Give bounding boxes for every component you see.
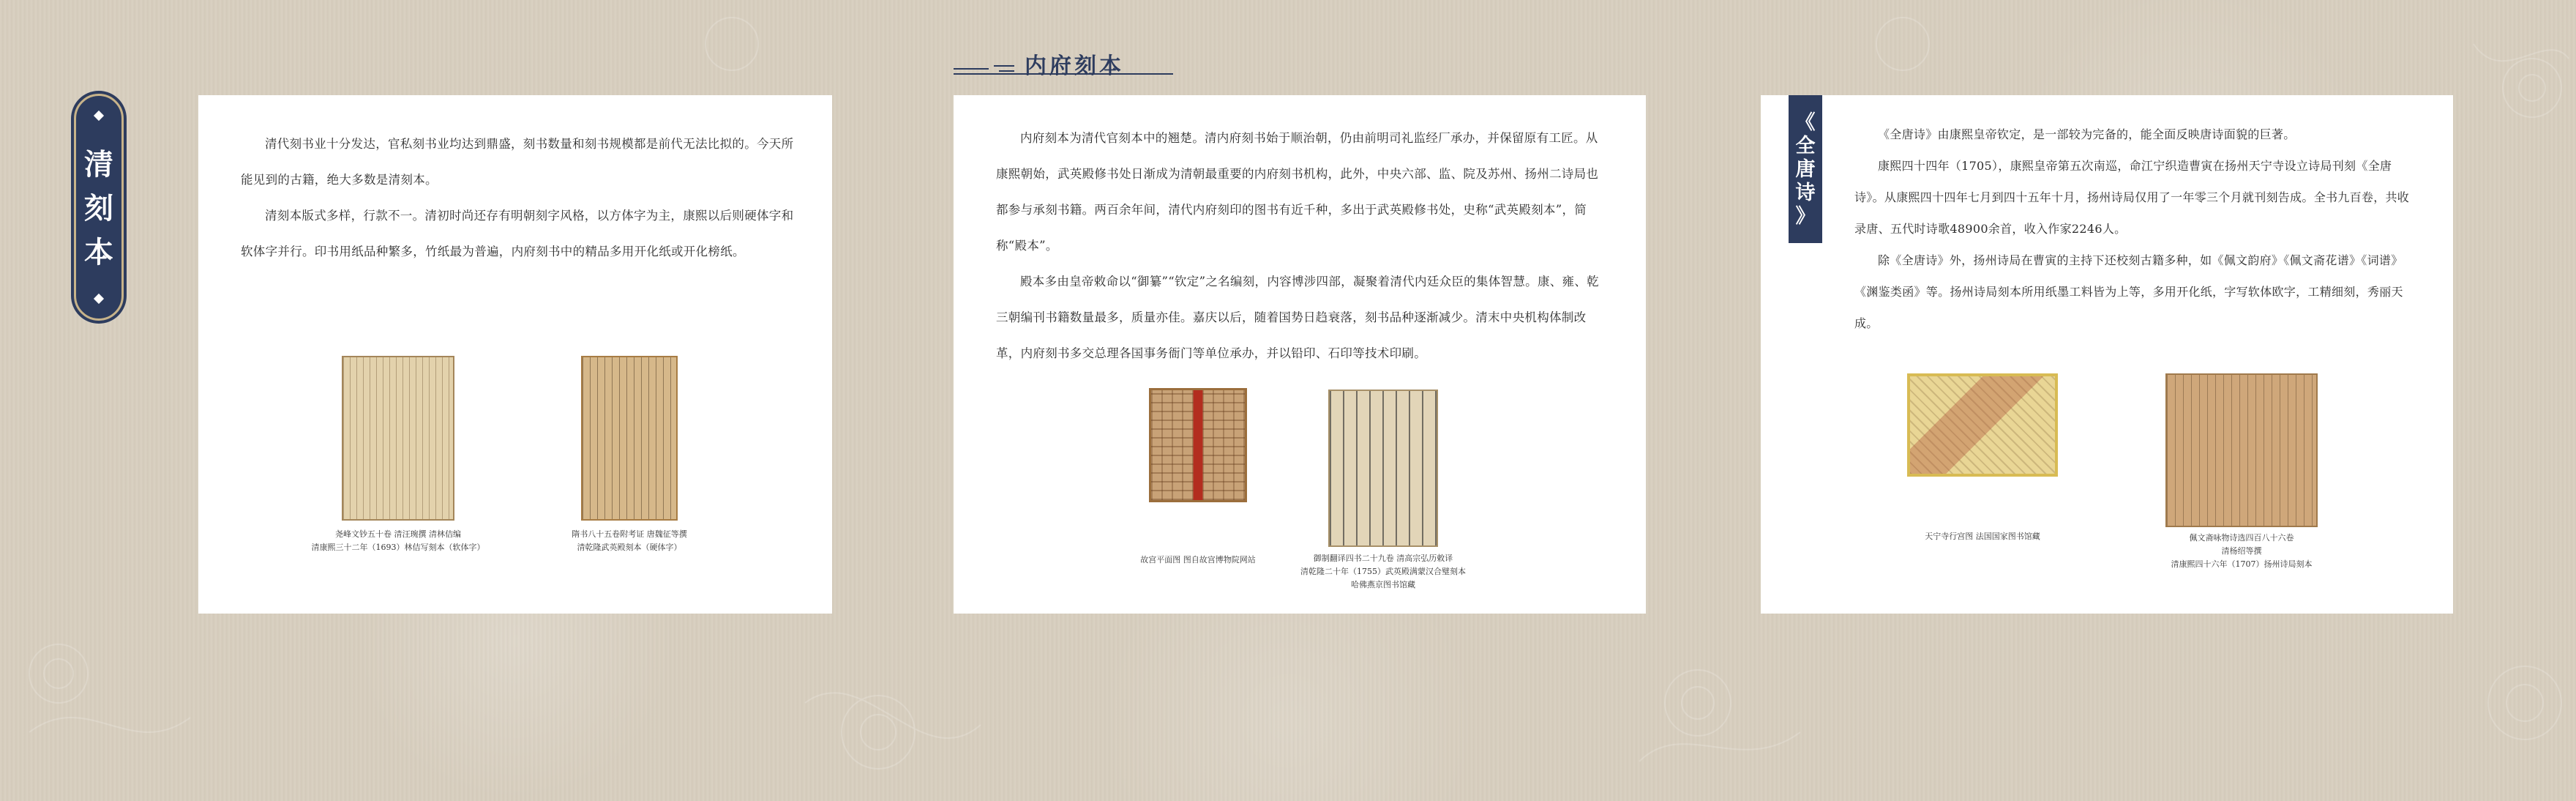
section-title	[954, 44, 1173, 81]
side-title-badge	[74, 94, 124, 321]
caption-line: 清康熙四十六年（1707）扬州诗局刻本	[2171, 559, 2313, 569]
panel-inner-court-prints	[954, 95, 1646, 614]
caption-line: 清乾隆武英殿刻本（硬体字）	[577, 543, 682, 552]
caption-line: 清乾隆二十年（1755）武英殿满蒙汉合璧刻本	[1300, 567, 1466, 576]
paragraph: 清刻本版式多样，行款不一。清初时尚还存有明朝刻字风格，以方体字为主，康熙以后则硬体字和软体字并行。印书用纸品种繁多，竹纸最为普遍，内府刻书中的精品多用开化纸或开化榜纸。	[241, 209, 794, 258]
label-char: 》	[1795, 205, 1816, 228]
panel3-body	[1854, 119, 2414, 339]
image-caption	[1283, 552, 1483, 592]
caption-line: 清康熙三十二年（1693）林佶写刻本（软体字）	[311, 543, 485, 552]
caption-line: 尧峰文钞五十卷 清汪琬撰 清林佶编	[335, 529, 461, 539]
book-image-four-books	[1328, 390, 1438, 547]
diamond-ornament-bottom	[94, 294, 104, 304]
image-caption	[1878, 530, 2087, 543]
diamond-ornament-top	[94, 111, 104, 121]
caption-line: 哈佛燕京图书馆藏	[1351, 580, 1415, 589]
panel3-label	[1789, 95, 1822, 243]
paragraph: 《全唐诗》由康熙皇帝钦定，是一部较为完备的，能全面反映唐诗面貌的巨著。	[1878, 127, 2296, 141]
section-title-text: 内府刻本	[1025, 53, 1124, 79]
paragraph: 除《全唐诗》外，扬州诗局在曹寅的主持下还校刻古籍多种，如《佩文韵府》《佩文斋花谱》《词谱》《渊鉴类函》等。扬州诗局刻本所用纸墨工料皆为上等，多用开化纸，字写软体欧字，工精细刻，秀丽天成。	[1854, 253, 2403, 330]
title-ornament-line	[994, 65, 1014, 67]
caption-line: 天宁寺行宫图 法国国家图书馆藏	[1925, 532, 2040, 541]
paragraph: 康熙四十四年（1705），康熙皇帝第五次南巡，命江宁织造曹寅在扬州天宁寺设立诗局刊刻《全唐诗》。从康熙四十四年七月到四十五年十月，扬州诗局仅用了一年零三个月就刊刻告成。全书九百卷，共收录唐、五代时诗歌48900余首，收入作家2246人。	[1854, 159, 2410, 236]
book-image-yaofeng	[342, 356, 454, 521]
side-title	[76, 143, 121, 275]
label-char: 全	[1795, 135, 1816, 157]
side-title-char: 本	[84, 235, 113, 269]
side-title-char: 清	[84, 147, 113, 182]
caption-line: 佩文斋咏物诗选四百八十六卷	[2189, 533, 2294, 543]
paragraph: 清代刻书业十分发达，官私刻书业均达到鼎盛，刻书数量和刻书规模都是前代无法比拟的。今天所能见到的古籍，绝大多数是清刻本。	[241, 137, 794, 187]
panel1-body	[241, 126, 797, 269]
caption-line: 故宫平面图 图自故宫博物院网站	[1140, 555, 1256, 565]
panel-complete-tang-poems	[1761, 95, 2453, 614]
title-ornament-line	[954, 68, 989, 70]
label-char: 唐	[1795, 158, 1816, 181]
caption-line: 清杨绍等撰	[2221, 546, 2262, 556]
image-caption	[527, 528, 732, 554]
panel2-body	[996, 120, 1608, 371]
palace-map-image	[1149, 388, 1247, 502]
image-caption	[1107, 554, 1289, 567]
label-char: 诗	[1795, 182, 1816, 204]
paragraph: 殿本多由皇帝敕命以“御纂”“钦定”之名编刻，内容博涉四部，凝聚着清代内廷众臣的集体智慧。康、雍、乾三朝编刊书籍数量最多，质量亦佳。嘉庆以后，随着国势日趋衰落，刻书品种逐渐减少。清末中央机构体制改革，内府刻书多交总理各国事务衙门等单位承办，并以铅印、石印等技术印刷。	[996, 275, 1599, 360]
book-image-suishu	[581, 356, 678, 521]
caption-line: 隋书八十五卷附考证 唐魏征等撰	[572, 529, 687, 539]
image-caption	[2134, 532, 2349, 571]
book-image-peiwenzhai	[2165, 373, 2318, 527]
panel-qing-prints	[198, 95, 832, 614]
side-title-char: 刻	[84, 191, 113, 226]
title-ornament-line	[999, 70, 1014, 72]
caption-line: 御制翻译四书二十九卷 清高宗弘历敕译	[1313, 554, 1453, 563]
temple-palace-image	[1907, 373, 2058, 477]
paragraph: 内府刻本为清代官刻本中的翘楚。清内府刻书始于顺治朝，仍由前明司礼监经厂承办，并保留原有工匠。从康熙朝始，武英殿修书处日渐成为清朝最重要的内府刻书机构，此外，中央六部、监、院及苏州、扬州二诗局也都参与承刻书籍。两百余年间，清代内府刻印的图书有近千种，多出于武英殿修书处，史称“武英殿刻本”，简称“殿本”。	[996, 131, 1599, 253]
image-caption	[286, 528, 510, 554]
label-char: 《	[1795, 111, 1816, 134]
